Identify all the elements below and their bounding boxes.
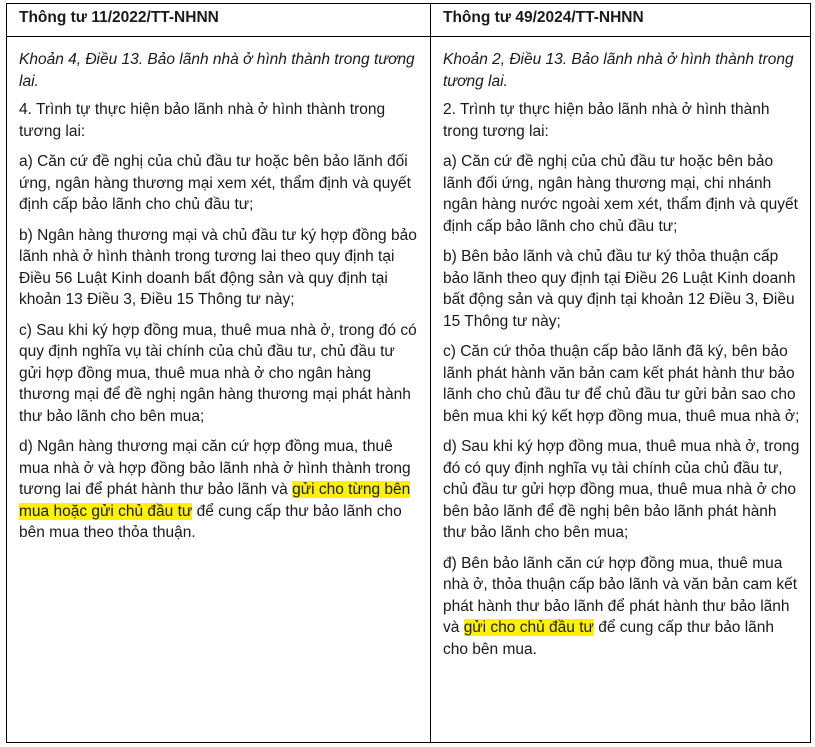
left-d-text-pre: d) Ngân hàng thương mại căn cứ hợp đồng mua, thuê mua nhà ở và hợp đồng bảo lãnh nhà ở hình thành trong tương lai để phát hành thư bảo lãnh và	[19, 438, 411, 498]
left-paragraph-intro: 4. Trình tự thực hiện bảo lãnh nhà ở hình thành trong tương lai:	[19, 101, 386, 140]
content-row	[7, 37, 811, 743]
comparison-table	[6, 3, 811, 743]
header-left: Thông tư 11/2022/TT-NHNN	[7, 4, 431, 37]
right-heading: Khoản 2, Điều 13. Bảo lãnh nhà ở hình thành trong tương lai.	[443, 51, 794, 90]
left-cell	[7, 37, 431, 743]
right-e-text-pre: đ) Bên bảo lãnh căn cứ hợp đồng mua, thuê mua nhà ở, thỏa thuận cấp bảo lãnh và văn bản cam kết phát hành thư bảo lãnh để phát hành thư bảo lãnh và	[443, 554, 797, 636]
right-e-text-post: để cung cấp thư bảo lãnh cho bên mua.	[443, 619, 775, 658]
left-paragraph-d	[19, 436, 420, 544]
right-paragraph-e	[443, 553, 800, 661]
right-paragraph-b: b) Bên bảo lãnh và chủ đầu tư ký thỏa thuận cấp bảo lãnh theo quy định tại Điều 26 Luật Kinh doanh bất động sản và quy định tại khoản 12 Điều 3, Điều 15 Thông tư này;	[443, 248, 796, 330]
left-paragraph-b: b) Ngân hàng thương mại và chủ đầu tư ký hợp đồng bảo lãnh nhà ở hình thành trong tương lai theo quy định tại Điều 56 Luật Kinh doanh bất động sản và quy định tại khoản 13 Điều 3, Điều 15 Thông tư này;	[19, 226, 417, 308]
right-paragraph-a: a) Căn cứ đề nghị của chủ đầu tư hoặc bên bảo lãnh đối ứng, ngân hàng thương mại, chi nhánh ngân hàng nước ngoài xem xét, thẩm định và quyết định cấp bảo lãnh cho chủ đầu tư;	[443, 153, 798, 235]
right-paragraph-d: d) Sau khi ký hợp đồng mua, thuê mua nhà ở, trong đó có quy định nghĩa vụ tài chính của chủ đầu tư, chủ đầu tư gửi hợp đồng mua, thuê mua nhà ở cho bên bảo lãnh để đề nghị bên bảo lãnh phát hành thư bảo lãnh cho bên mua;	[443, 438, 800, 541]
left-d-highlight: gửi cho từng bên mua hoặc gửi chủ đầu tư	[19, 481, 411, 520]
header-right: Thông tư 49/2024/TT-NHNN	[431, 4, 811, 37]
right-paragraph-c: c) Căn cứ thỏa thuận cấp bảo lãnh đã ký, bên bảo lãnh phát hành văn bản cam kết phát hành thư bảo lãnh cho chủ đầu tư để chủ đầu tư gửi bản sao cho bên mua khi ký kết hợp đồng mua, thuê mua nhà ở;	[443, 343, 800, 425]
left-d-text-post: để cung cấp thư bảo lãnh cho bên mua theo thỏa thuận.	[19, 502, 402, 541]
right-paragraph-intro: 2. Trình tự thực hiện bảo lãnh nhà ở hình thành trong tương lai:	[443, 101, 770, 140]
left-paragraph-c: c) Sau khi ký hợp đồng mua, thuê mua nhà ở, trong đó có quy định nghĩa vụ tài chính của chủ đầu tư, chủ đầu tư gửi hợp đồng mua, thuê mua nhà ở cho ngân hàng thương mại để đề nghị ngân hàng thương mại phát hành thư bảo lãnh cho bên mua;	[19, 321, 417, 425]
left-heading: Khoản 4, Điều 13. Bảo lãnh nhà ở hình thành trong tương lai.	[19, 51, 415, 90]
left-paragraph-a: a) Căn cứ đề nghị của chủ đầu tư hoặc bên bảo lãnh đối ứng, ngân hàng thương mại xem xét, thẩm định và quyết định cấp bảo lãnh cho chủ đầu tư;	[19, 153, 411, 213]
right-cell	[431, 37, 811, 743]
right-e-highlight: gửi cho chủ đầu tư	[463, 619, 594, 636]
header-row	[7, 4, 811, 37]
